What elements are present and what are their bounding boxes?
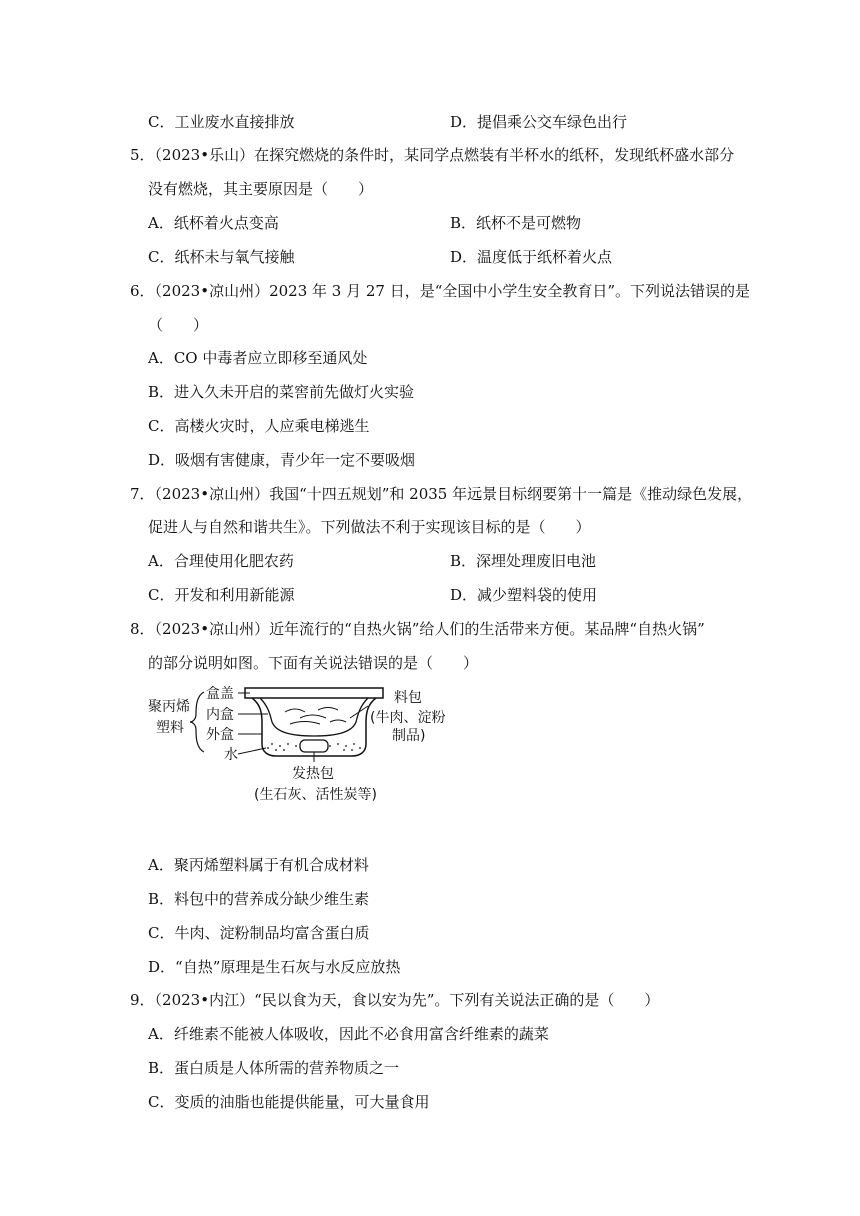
q7-option-c: C．开发和利用新能源 [148,586,295,604]
q7-stem-line2: 促进人与自然和谐共生》。下列做法不利于实现该目标的是（ ） [148,518,591,536]
q7-option-a: A．合理使用化肥农药 [148,552,294,570]
self-heating-hotpot-figure [140,682,470,812]
q4-option-d: D．提倡乘公交车绿色出行 [450,113,628,131]
q9-option-b: B．蛋白质是人体所需的营养物质之一 [148,1059,400,1077]
figure-label-heating-pack: 发热包 [292,766,334,782]
q8-option-c: C．牛肉、淀粉制品均富含蛋白质 [148,924,370,942]
q5-option-d: D．温度低于纸杯着火点 [450,248,613,266]
figure-label-material-2: 塑料 [156,720,184,736]
bracket-shape [190,692,204,752]
q7-option-b: B．深埋处理废旧电池 [450,552,597,570]
figure-label-inner-box: 内盒 [206,707,234,723]
q6-option-a: A．CO 中毒者应立即移至通风处 [148,349,368,367]
q7-stem-line1: 7．（2023•凉山州）我国“十四五规划”和 2035 年远景目标纲要第十一篇是《推动绿色发展， [130,485,753,503]
q5-option-a: A．纸杯着火点变高 [148,214,279,232]
outer-box-shape [252,698,376,756]
q8-stem-line1: 8．（2023•凉山州）近年流行的“自热火锅”给人们的生活带来方便。某品牌“自热火锅” [130,620,705,638]
q5-stem-line1: 5．（2023•乐山）在探究燃烧的条件时，某同学点燃装有半杯水的纸杯，发现纸杯盛水部分 [130,146,735,164]
q5-option-b: B．纸杯不是可燃物 [450,214,582,232]
q8-option-b: B．料包中的营养成分缺少维生素 [148,890,370,908]
water-dots [267,743,361,751]
q6-stem-line1: 6．（2023•凉山州）2023 年 3 月 27 日，是“全国中小学生安全教育日”。下列说法错误的是 [130,282,751,300]
q4-option-c: C．工业废水直接排放 [148,113,295,131]
q6-option-d: D．吸烟有害健康，青少年一定不要吸烟 [148,451,416,469]
figure-label-heating-detail: (生石灰、活性炭等) [254,787,377,803]
q6-stem-line2: （ ） [148,316,209,334]
figure-label-material-1: 聚丙烯 [148,699,190,715]
q6-option-b: B．进入久未开启的菜窖前先做灯火实验 [148,383,415,401]
q5-stem-line2: 没有燃烧，其主要原因是（ ） [148,180,374,198]
heating-pack-shape [300,740,328,752]
q5-option-c: C．纸杯未与氧气接触 [148,248,295,266]
figure-label-lid: 盒盖 [206,686,234,702]
q6-option-c: C．高楼火灾时，人应乘电梯逃生 [148,417,370,435]
q8-option-a: A．聚丙烯塑料属于有机合成材料 [148,856,369,874]
q9-option-c: C．变质的油脂也能提供能量，可大量食用 [148,1093,430,1111]
figure-label-outer-box: 外盒 [206,727,234,743]
figure-label-food-detail-2: 制品) [392,728,426,744]
q8-stem-line2: 的部分说明如图。下面有关说法错误的是（ ） [148,654,479,672]
figure-label-water: 水 [224,747,238,763]
food-pack-marks [285,708,346,725]
q7-option-d: D．减少塑料袋的使用 [450,586,598,604]
q9-stem-line1: 9．（2023•内江）“民以食为天，食以安为先”。下列有关说法正确的是（ ） [130,991,660,1009]
q8-option-d: D．“自热”原理是生石灰与水反应放热 [148,958,401,976]
lid-shape [245,688,383,698]
q9-option-a: A．纤维素不能被人体吸收，因此不必食用富含纤维素的蔬菜 [148,1025,549,1043]
figure-label-food-pack: 料包 [394,690,422,706]
figure-label-food-detail-1: (牛肉、淀粉 [370,710,446,726]
